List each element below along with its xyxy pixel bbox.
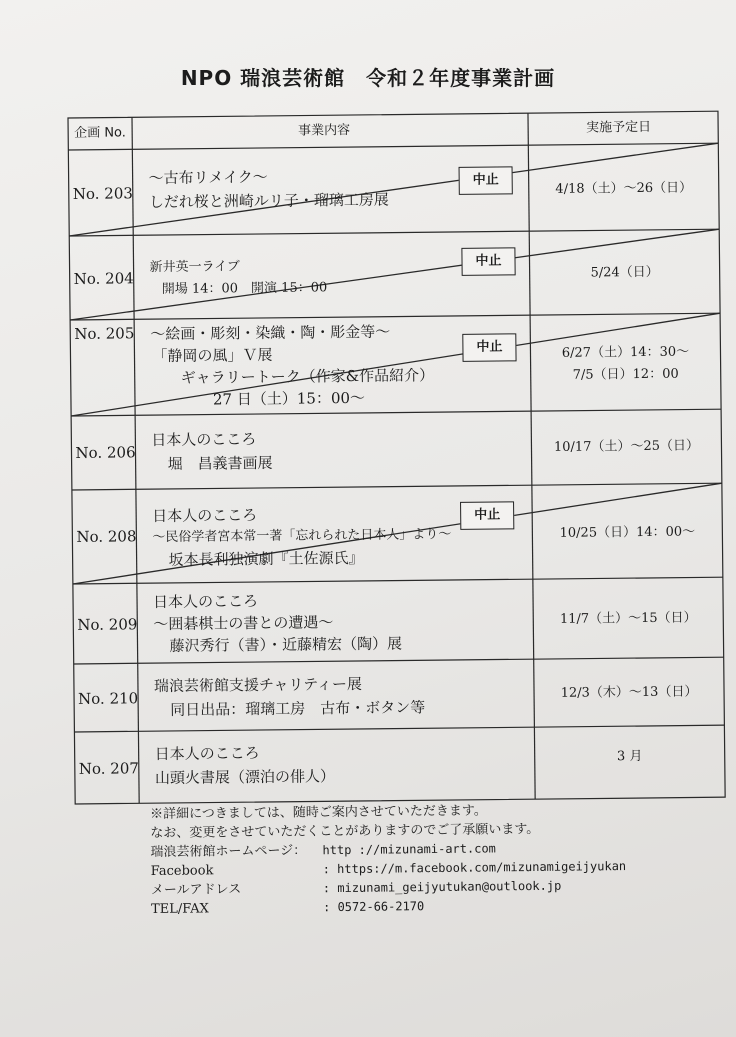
row-content-line: 新井英一ライブ [149,259,240,276]
row-date: 7/5（日）12：00 [572,366,679,383]
contact-value-url: http ://mizunami-art.com [322,841,496,858]
header-content: 事業内容 [298,123,351,139]
footer-notes [150,803,627,919]
row-content-line: 「静岡の風」Ｖ展 [152,345,273,366]
row-content-line: 瑞浪芸術館支援チャリティー展 [153,674,363,696]
row-date: 5/24（日） [590,264,659,281]
row-number: No. 203 [72,184,133,203]
row-content-line: ～古布リメイク～ [148,167,268,188]
row-date: 10/17（土）～25（日） [553,438,700,455]
row-content-line: 日本人のこころ [152,506,258,526]
row-date: 12/3（木）～13（日） [560,684,698,701]
contact-value-tel: : 0572-66-2170 [323,899,425,915]
contact-value-email: : mizunami_geijyutukan@outlook.jp [322,878,562,896]
row-date: 10/25（日）14：00～ [559,524,696,541]
row-number: No. 209 [77,615,138,634]
cancelled-stamp: 中止 [459,166,513,195]
contact-label: メールアドレス [150,882,242,898]
row-content-line: 日本人のこころ [154,744,260,764]
row-content-line: 同日出品：瑠璃工房 古布・ボタン等 [170,698,426,719]
row-content-line: ～囲碁棋士の書との遭遇～ [153,613,334,634]
row-content-line: 27 日（土）15：00～ [212,388,366,409]
footer-note-text: ※詳細につきましては、随時ご案内させていただきます。 [150,803,487,822]
page-title: NPO 瑞浪芸術館 令和２年度事業計画 [180,66,556,90]
row-number: No. 206 [75,443,136,462]
row-content-line: しだれ桜と洲崎ルリ子・瑠璃工房展 [148,190,389,212]
contact-label: Facebook [150,863,214,879]
contact-value-facebook: : https://m.facebook.com/mizunamigeijyukan [322,859,627,877]
contact-label: 瑞浪芸術館ホームページ： [150,843,307,860]
row-number: No. 208 [76,527,137,546]
row-number: No. 205 [74,324,135,343]
row-content-line: ギャラリートーク（作家&作品紹介） [180,366,435,387]
event-plan-table [68,111,725,804]
row-date: 4/18（土）～26（日） [555,180,693,197]
footer-note-text: なお、変更をさせていただくことがありますのでご了承願います。 [150,821,540,841]
header-plan-no: 企画 No. [74,125,126,141]
cancelled-stamp: 中止 [462,333,516,362]
row-content-line: ～民俗学者宮本常一著「忘れられた日本人」より～ [152,527,452,546]
row-number: No. 204 [73,269,134,288]
contact-label: TEL/FAX [151,901,209,917]
row-content-line: ～絵画・彫刻・染織・陶・彫金等～ [150,322,391,344]
row-content-line: 山頭火書展（漂泊の俳人） [154,767,336,788]
row-content-line: 日本人のこころ [151,430,257,450]
row-content-line: 坂本長利独演劇『土佐源氏』 [168,548,364,569]
row-number: No. 210 [77,689,139,708]
header-date: 実施予定日 [586,119,652,136]
row-date: 6/27（土）14：30～ [561,344,690,361]
cancelled-stamp: 中止 [461,247,515,276]
row-date: 3 月 [616,749,643,765]
row-content-line: 堀 昌義書画展 [167,453,273,473]
row-content-line: 開場 14：00 開演 15：00 [161,280,328,298]
row-date: 11/7（土）～15（日） [559,610,697,627]
row-content-line: 藤沢秀行（書）・近藤精宏（陶）展 [169,634,403,655]
row-content-line: 日本人のこころ [152,592,259,612]
cancelled-stamp: 中止 [460,501,514,530]
row-number: No. 207 [78,759,139,778]
